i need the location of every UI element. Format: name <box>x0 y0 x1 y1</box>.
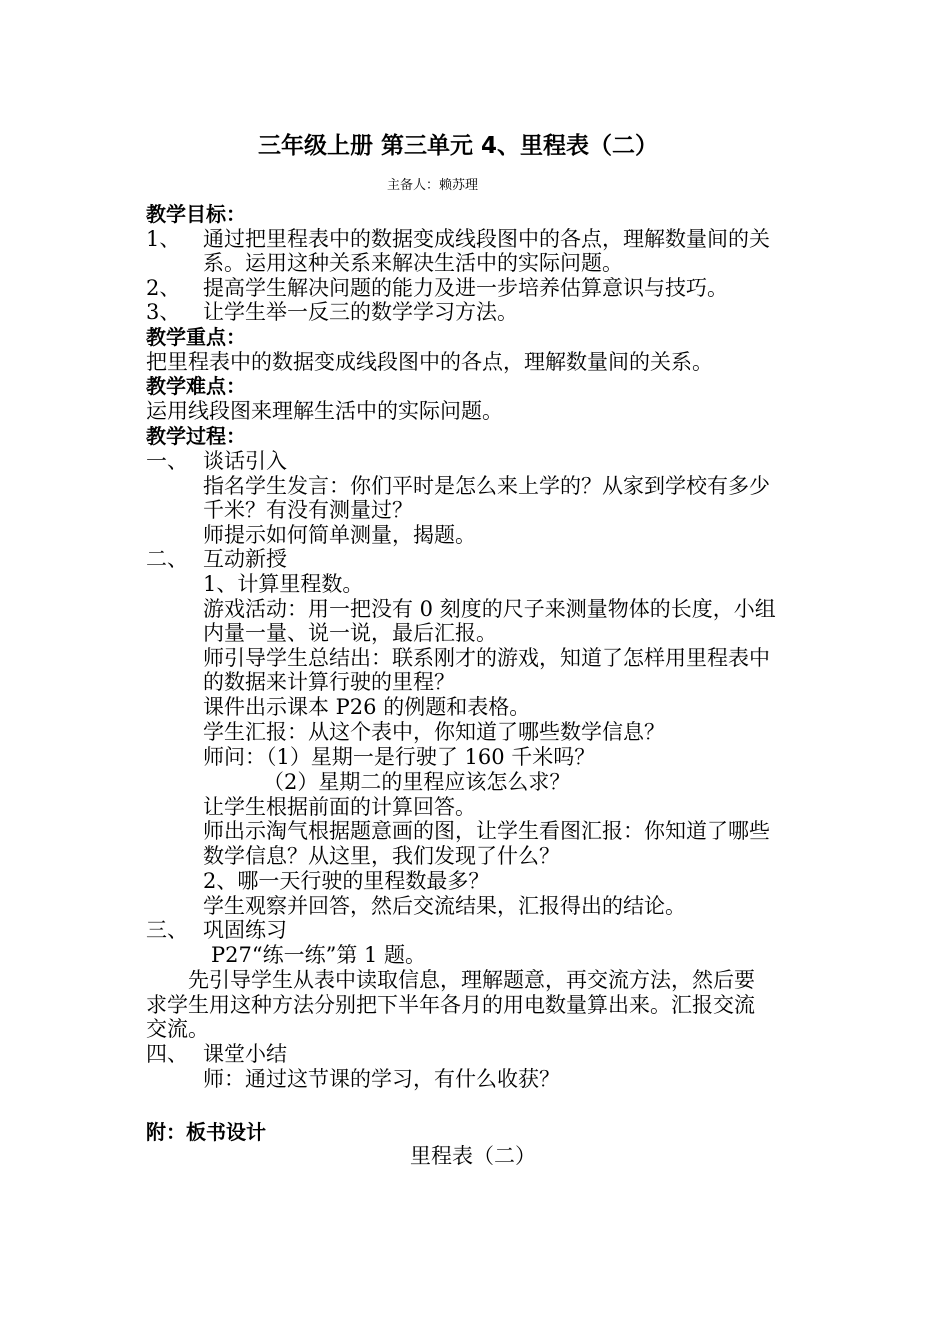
appendix-heading: 附：板书设计 <box>146 1120 266 1144</box>
section-2-line: 数学信息？从这里，我们发现了什么？ <box>203 844 560 868</box>
section-2-line: 师出示淘气根据题意画的图，让学生看图汇报：你知道了哪些 <box>203 819 770 843</box>
process-heading: 教学过程： <box>146 424 246 448</box>
goal-text-3: 让学生举一反三的数学学习方法。 <box>203 300 518 324</box>
board-title: 里程表（二） <box>410 1144 536 1168</box>
section-2-line: （2）星期二的里程应该怎么求？ <box>263 770 571 794</box>
goal-text-1b: 系。运用这种关系来解决生活中的实际问题。 <box>203 251 623 275</box>
goal-text-1a: 通过把里程表中的数据变成线段图中的各点，理解数量间的关 <box>203 227 770 251</box>
focus-heading: 教学重点： <box>146 325 246 349</box>
section-3-number: 三、 <box>146 918 188 942</box>
section-2-line: 内量一量、说一说，最后汇报。 <box>203 621 497 645</box>
section-4-line: 师：通过这节课的学习，有什么收获？ <box>203 1067 560 1091</box>
goals-heading: 教学目标： <box>146 202 246 226</box>
goal-number-3: 3、 <box>146 300 181 324</box>
section-3-title: 巩固练习 <box>203 918 287 942</box>
section-2-line: 2、哪一天行驶的里程数最多？ <box>203 869 490 893</box>
section-2-line: 1、计算里程数。 <box>203 572 364 596</box>
goal-number-1: 1、 <box>146 227 181 251</box>
section-1-line: 指名学生发言：你们平时是怎么来上学的？从家到学校有多少 <box>203 474 770 498</box>
difficulty-text: 运用线段图来理解生活中的实际问题。 <box>146 399 503 423</box>
section-4-title: 课堂小结 <box>203 1042 287 1066</box>
section-1-line: 师提示如何简单测量，揭题。 <box>203 523 476 547</box>
section-2-line: 的数据来计算行驶的里程？ <box>203 670 455 694</box>
section-1-title: 谈话引入 <box>203 449 287 473</box>
section-3-line: 求学生用这种方法分别把下半年各月的用电数量算出来。汇报交流 <box>146 993 755 1017</box>
section-3-line: 交流。 <box>146 1017 209 1041</box>
goal-text-2: 提高学生解决问题的能力及进一步培养估算意识与技巧。 <box>203 276 728 300</box>
goal-number-2: 2、 <box>146 276 181 300</box>
section-2-line: 游戏活动：用一把没有 0 刻度的尺子来测量物体的长度，小组 <box>203 597 776 621</box>
section-3-line: 先引导学生从表中读取信息，理解题意，再交流方法，然后要 <box>188 968 755 992</box>
focus-text: 把里程表中的数据变成线段图中的各点，理解数量间的关系。 <box>146 350 713 374</box>
section-2-line: 学生观察并回答，然后交流结果，汇报得出的结论。 <box>203 894 686 918</box>
section-2-title: 互动新授 <box>203 547 287 571</box>
section-3-line: P27“练一练”第 1 题。 <box>211 943 427 967</box>
section-2-number: 二、 <box>146 547 188 571</box>
section-1-line: 千米？有没有测量过？ <box>203 498 413 522</box>
section-2-line: 课件出示课本 P26 的例题和表格。 <box>203 695 531 719</box>
section-1-number: 一、 <box>146 449 188 473</box>
section-4-number: 四、 <box>146 1042 188 1066</box>
section-2-line: 师引导学生总结出：联系刚才的游戏，知道了怎样用里程表中 <box>203 646 770 670</box>
section-2-line: 师问：（1）星期一是行驶了 160 千米吗？ <box>203 745 596 769</box>
author-line: 主备人：赖苏理 <box>387 178 479 193</box>
section-2-line: 让学生根据前面的计算回答。 <box>203 795 476 819</box>
difficulty-heading: 教学难点： <box>146 374 246 398</box>
section-2-line: 学生汇报：从这个表中，你知道了哪些数学信息？ <box>203 720 665 744</box>
page-title: 三年级上册 第三单元 4、里程表（二） <box>258 133 659 159</box>
